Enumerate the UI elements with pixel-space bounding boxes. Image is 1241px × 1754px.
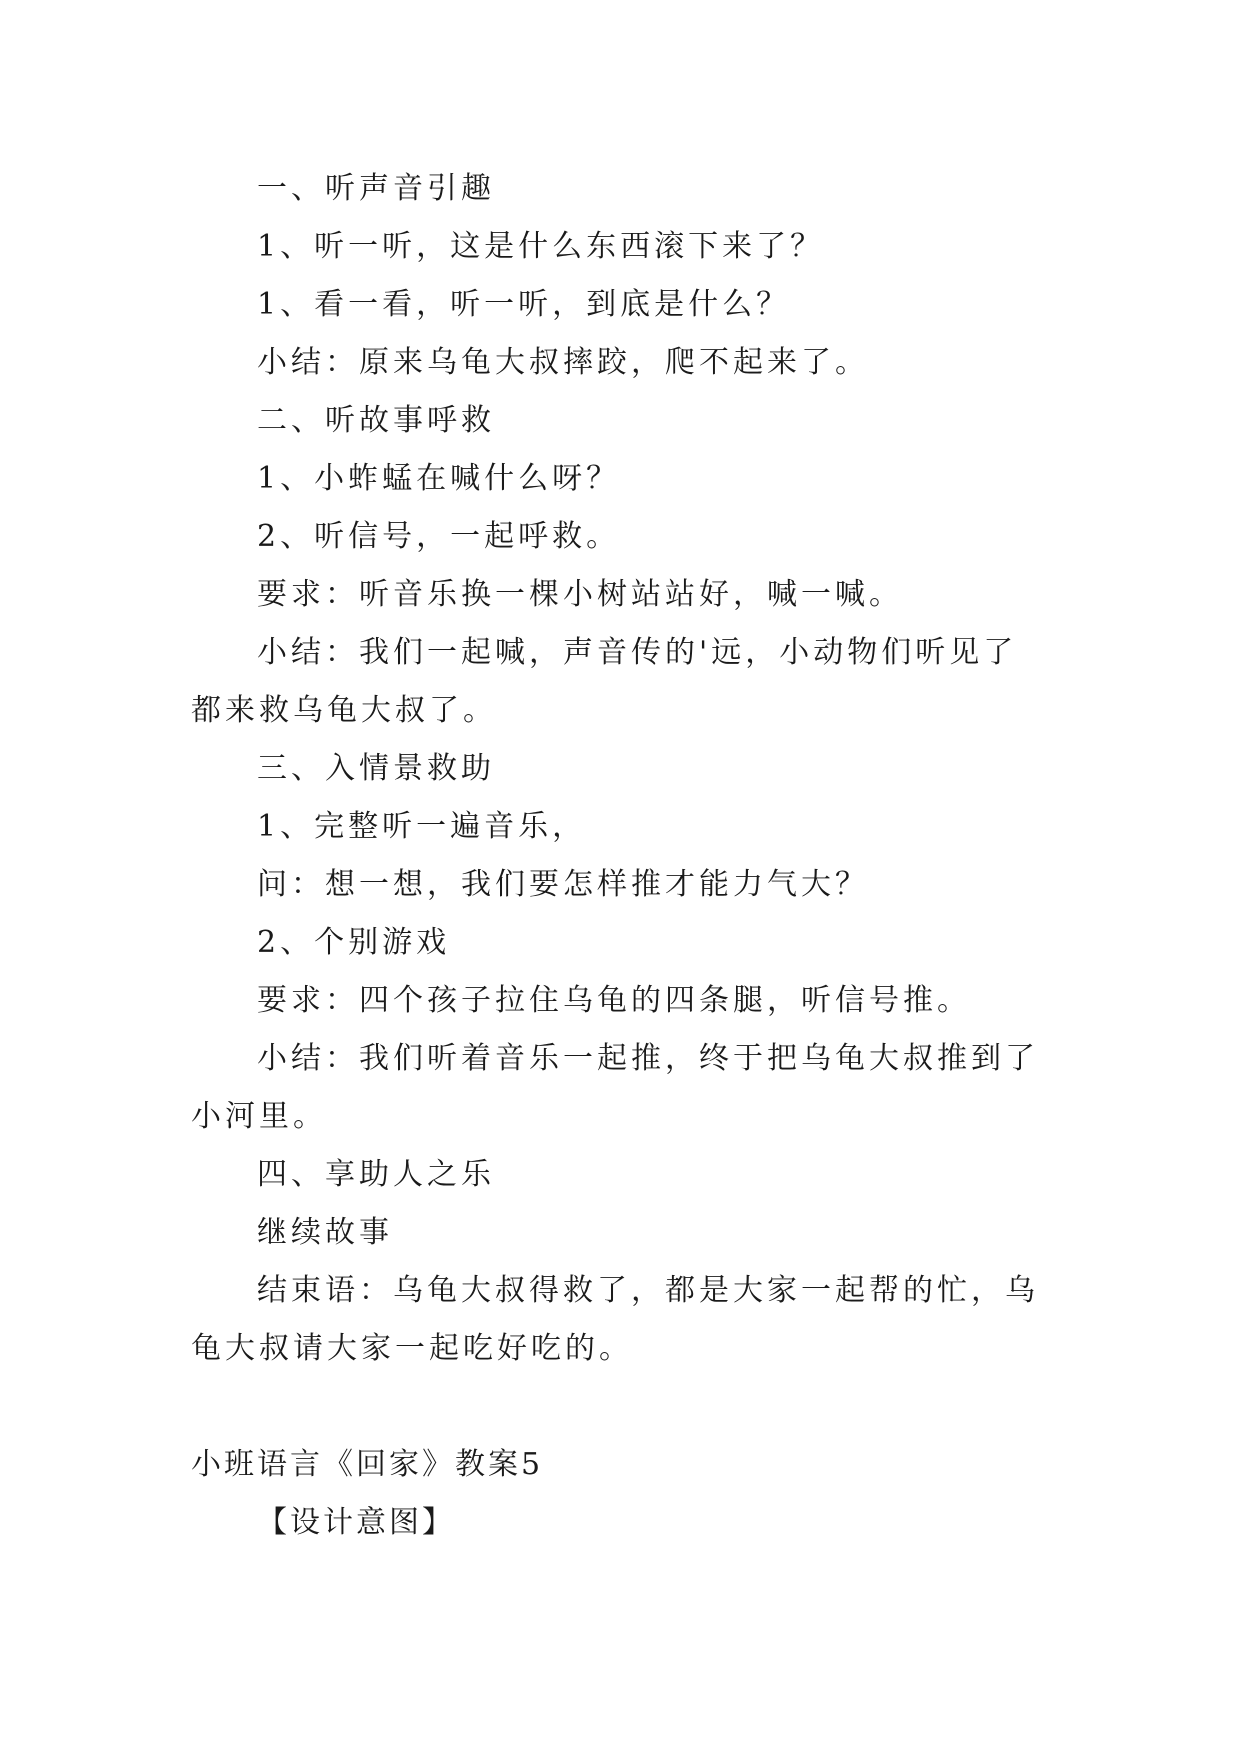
section-heading: 【设计意图】: [257, 1505, 455, 1540]
document-body: [191, 160, 1051, 1552]
paragraph: 小结：我们听着音乐一起推，终于把乌龟大叔推到了小河里。: [191, 1041, 1039, 1134]
paragraph: 1、听一听，这是什么东西滚下来了？: [257, 229, 825, 264]
paragraph: 要求：听音乐换一棵小树站站好，喊一喊。: [257, 577, 903, 612]
paragraph: 小结：我们一起喊，声音传的'远，小动物们听见了都来救乌龟大叔了。: [191, 635, 1018, 728]
heading-2: 二、听故事呼救: [257, 403, 495, 438]
paragraph: 1、完整听一遍音乐，: [257, 809, 587, 844]
paragraph: 结束语：乌龟大叔得救了，都是大家一起帮的忙，乌龟大叔请大家一起吃好吃的。: [191, 1273, 1039, 1366]
paragraph: 小结：原来乌龟大叔摔跤，爬不起来了。: [257, 345, 869, 380]
section-title: 小班语言《回家》教案5: [191, 1447, 544, 1482]
paragraph: 1、看一看，听一听，到底是什么？: [257, 287, 791, 322]
paragraph: 1、小蚱蜢在喊什么呀？: [257, 461, 621, 496]
heading-3: 三、入情景救助: [257, 751, 495, 786]
heading-4: 四、享助人之乐: [257, 1157, 495, 1192]
paragraph: 继续故事: [257, 1215, 393, 1250]
spacer: [191, 1378, 1051, 1436]
paragraph: 2、听信号，一起呼救。: [257, 519, 621, 554]
paragraph: 要求：四个孩子拉住乌龟的四条腿，听信号推。: [257, 983, 971, 1018]
heading-1: 一、听声音引趣: [257, 171, 495, 206]
paragraph: 2、个别游戏: [257, 925, 451, 960]
paragraph: 问：想一想，我们要怎样推才能力气大？: [257, 867, 869, 902]
